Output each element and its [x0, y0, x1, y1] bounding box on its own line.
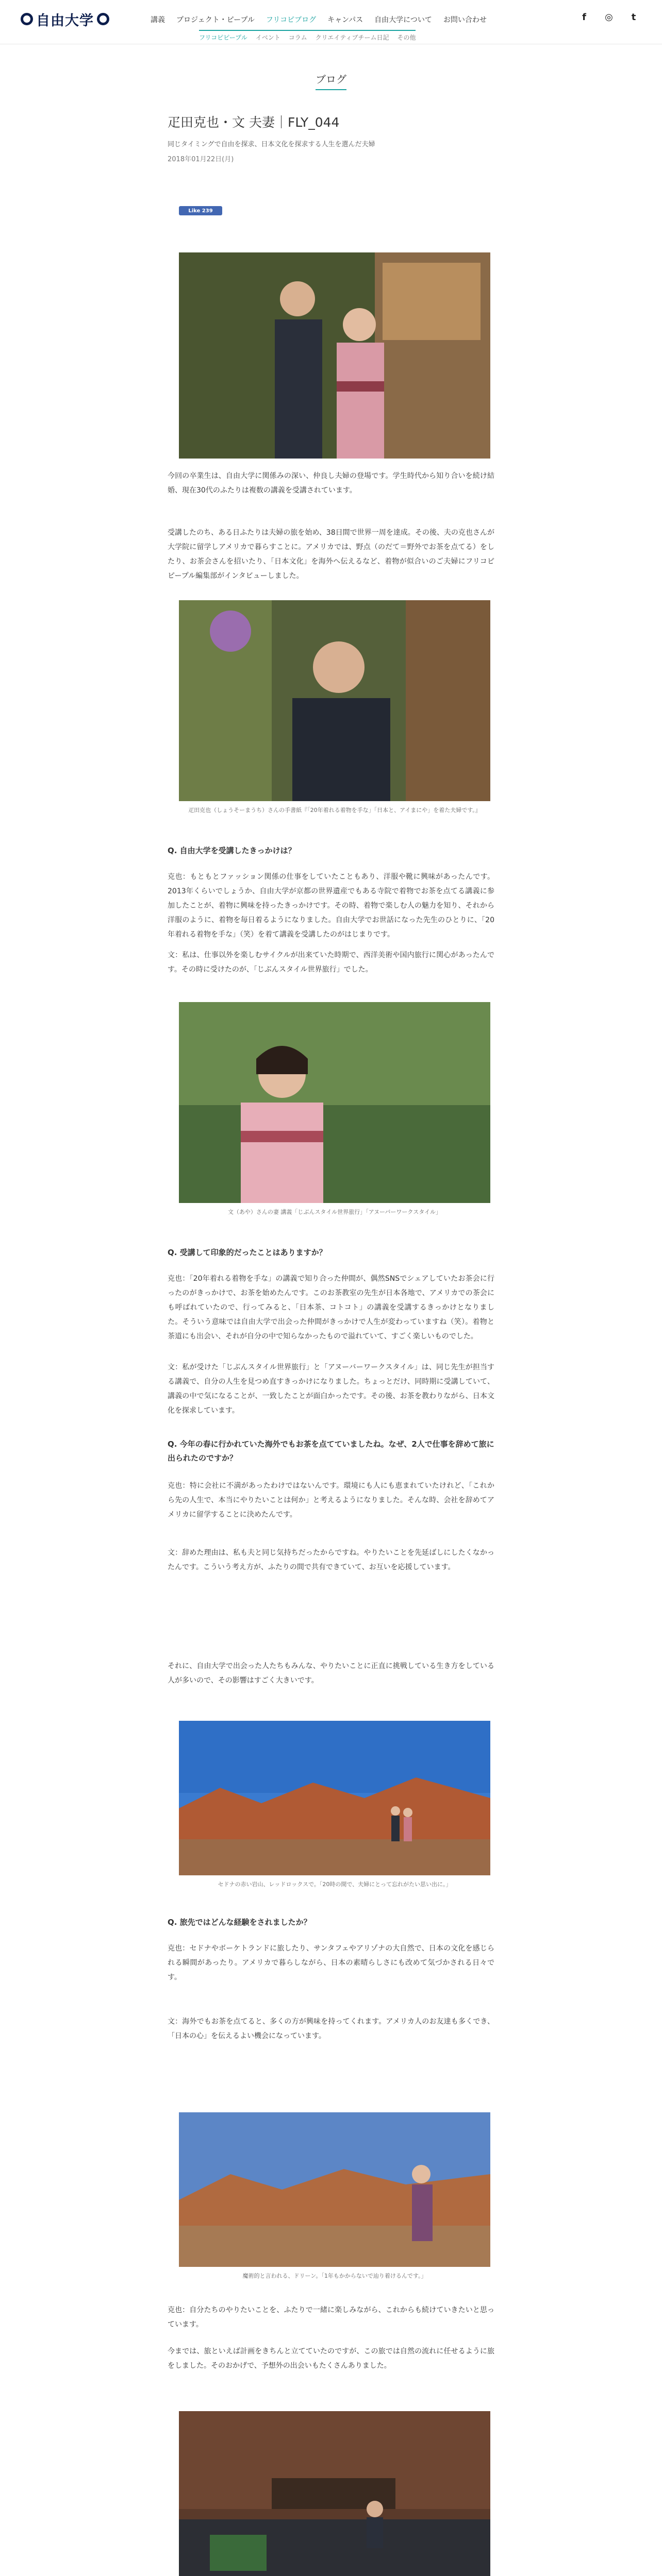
subnav-item-other[interactable]: その他: [397, 34, 416, 41]
global-nav: [151, 13, 487, 26]
paragraph-answer-1a: 克也：もともとファッション関係の仕事をしていたこともあり、洋服や靴に興味があったんです。2013年くらいでしょうか、自由大学が京都の世界遺産でもある寺院で着物でお茶を点てる講義に参加したことが、着物に興味を持ったきっかけです。その時、着物で楽しむ人の魅力を知り、それから洋服のように、着物を毎日着るようになりました。自由大学でお世話になった先生のひとりに、「20年着れる着物を手な」（笑）を着て講義を受講したのがはじまりです。: [168, 873, 494, 939]
subnav-item-people[interactable]: フリコピピープル: [199, 34, 247, 41]
photo-aya: [179, 1002, 490, 1203]
paragraph-answer-2b: 文：私が受けた「じぶんスタイル世界旅行」と「アヌーバーワークスタイル」は、同じ先生が担当する講義で、自分の人生を見つめ直すきっかけになりました。ちょっとだけ、同時期に受講していて、講義の中で気になることが、一致したことが面白かったです。その後、お茶を教わりながら、日本文化を探求しています。: [168, 1363, 494, 1415]
facebook-icon[interactable]: f: [582, 11, 586, 23]
subnav-item-creative-diary[interactable]: クリエイティブチーム日記: [315, 34, 389, 41]
nav-item-project-people[interactable]: プロジェクト・ピープル: [176, 16, 255, 24]
photo-couple-kimono: [179, 252, 490, 459]
article-title: 疋田克也・文 夫妻｜FLY_044: [168, 115, 340, 130]
article-subtitle: 同じタイミングで自由を探求、日本文化を探求する人生を選んだ夫婦: [168, 141, 375, 148]
question-2: Q. 受講して印象的だったことはありますか？: [168, 1248, 327, 1257]
photo-hotel: [179, 2411, 490, 2576]
paragraph-answer-1b: 文：私は、仕事以外を楽しむサイクルが出来ていた時期で、西洋美術や国内旅行に関心があったんです。その時に受けたのが、「じぶんスタイル世界旅行」でした。: [168, 951, 494, 974]
logo-ring-icon: [21, 13, 33, 25]
site-logo[interactable]: [21, 10, 109, 28]
caption-aya: 文（あや）さんの妻 講義「じぶんスタイル世界旅行」「アヌーバーワークスタイル」: [227, 1209, 442, 1215]
caption-aya-desert: 魔術的と言われる、ドリーン。「1年もかからないで辿り着けるんです。」: [242, 2273, 427, 2279]
social-links: [578, 11, 639, 23]
logo-text: 自由大学: [36, 12, 94, 29]
facebook-like-button[interactable]: Like 239: [179, 206, 222, 215]
logo-ring-icon: [97, 13, 109, 25]
paragraph-answer-4d: 今までは、旅といえば計画をきちんと立てていたのですが、この旅では自然の流れに任せるように旅をしました。そのおかげで、予想外の出会いもたくさんありました。: [168, 2347, 494, 2370]
nav-item-contact[interactable]: お問い合わせ: [443, 16, 487, 24]
nav-item-blog[interactable]: フリコピブログ: [266, 16, 317, 24]
site-header: [0, 0, 662, 44]
photo-katsuya: [179, 600, 490, 801]
paragraph-intro-2: 受講したのち、ある日ふたりは夫婦の旅を始め、38日間で世界一周を達成。その後、夫の克也さんが大学院に留学しアメリカで暮らすことに。アメリカでは、野点（のだて＝野外でお茶を点てる）をしたり、お茶会さんを招いたり、「日本文化」を海外へ伝えるなど、着物が似合いのご夫婦にフリコピピープル編集部がインタビューしました。: [168, 529, 494, 580]
subnav-item-column[interactable]: コラム: [288, 34, 307, 41]
paragraph-answer-2a: 克也：「20年着れる着物を手な」の講義で知り合った仲間が、偶然SNSでシェアしていたお茶会に行ったのがきっかけで、お茶を始めたんです。このお茶教室の先生が日本各地で、アメリカでの茶会にも呼ばれていたので、行ってみると、「日本茶、コトコト」の講義を受講するきっかけとなりました。そういう意味では自由大学で出会った仲間がきっかけで人生が変わっていますね（笑）。着物と茶道にも出会い、それが自分の中で知らなかったもので溢れていて、すごく楽しいものでした。: [168, 1275, 494, 1341]
sub-nav: [199, 30, 416, 42]
caption-sedona: セドナの赤い岩山、レッドロックスで。「20時の間で、夫婦にとって忘れがたい思い出に。」: [218, 1881, 452, 1888]
paragraph-answer-3a: 克也：特に会社に不満があったわけではないんです。環境にも人にも恵まれていたけれど、「これから先の人生で、本当にやりたいことは何か」と考えるようになりました。そんな時、会社を辞めてアメリカに留学することに決めたんです。: [168, 1482, 494, 1519]
section-title: ブログ: [0, 71, 662, 90]
paragraph-intro-1: 今回の卒業生は、自由大学に関係みの深い、仲良し夫婦の登場です。学生時代から知り合いを続け結婚、現在30代のふたりは複数の講義を受講されています。: [168, 472, 494, 495]
nav-item-about[interactable]: 自由大学について: [374, 16, 432, 24]
nav-item-campus[interactable]: キャンパス: [327, 16, 363, 24]
paragraph-answer-3c: それに、自由大学で出会った人たちもみんな、やりたいことに正直に挑戦している生き方をしている人が多いので、その影響はすごく大きいです。: [168, 1662, 494, 1685]
paragraph-answer-4b: 文：海外でもお茶を点てると、多くの方が興味を持ってくれます。アメリカ人のお友達も多くでき、「日本の心」を伝えるよい機会になっています。: [168, 2018, 494, 2040]
photo-aya-desert: [179, 2112, 490, 2267]
question-3: Q. 今年の春に行かれていた海外でもお茶を点てていましたね。なぜ、2人で仕事を辞めて旅に出られたのですか？: [168, 1439, 494, 1463]
photo-sedona-desert: [179, 1721, 490, 1875]
article: [168, 113, 494, 2576]
article-date: 2018年01月22日(月): [168, 156, 234, 163]
nav-item-lectures[interactable]: 講義: [151, 16, 165, 24]
paragraph-answer-4a: 克也：セドナやボーケトランドに旅したり、サンタフェやアリゾナの大自然で、日本の文化を感じられる瞬間があったり。アメリカで暮らしながら、日本の素晴らしさにも改めて気づかされる日々です。: [168, 1944, 494, 1981]
question-1: Q. 自由大学を受講したきっかけは？: [168, 846, 296, 855]
paragraph-answer-3b: 文：辞めた理由は、私も夫と同じ気持ちだったからですね。やりたいことを先延ばしにしたくなかったんです。こういう考え方が、ふたりの間で共有できていて、お互いを応援しています。: [168, 1549, 494, 1571]
twitter-icon[interactable]: t: [631, 11, 636, 23]
paragraph-answer-4c: 克也：自分たちのやりたいことを、ふたりで一緒に楽しみながら、これからも続けていきたいと思っています。: [168, 2306, 494, 2329]
instagram-icon[interactable]: ◎: [605, 11, 613, 23]
question-4: Q. 旅先ではどんな経験をされましたか？: [168, 1918, 311, 1927]
caption-katsuya: 疋田克也（しょうそーまうち）さんの手書紙『「20年着れる着物を手な」「日本と、アイまにや」を着た夫婦です。』: [188, 807, 481, 814]
subnav-item-events[interactable]: イベント: [255, 34, 280, 41]
